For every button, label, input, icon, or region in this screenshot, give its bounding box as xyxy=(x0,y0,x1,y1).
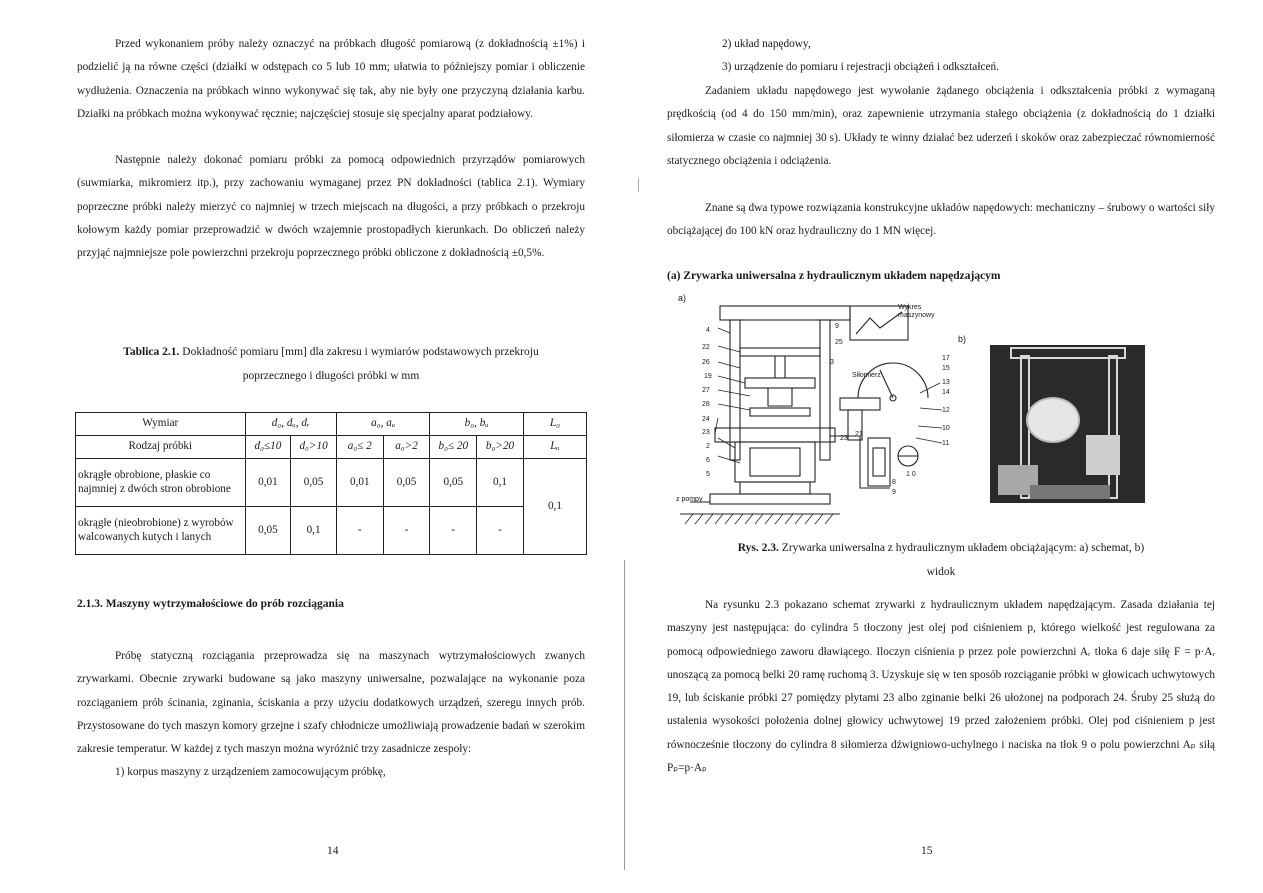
page-divider xyxy=(624,560,625,870)
paragraph-measurement-marking: Przed wykonaniem próby należy oznaczyć na próbkach długość pomiarową (z dokładnością ±1%) i podzielić ją na równe części (działki w odstępach co 5 lub 10 mm; ułatwia to późniejszy pomiar i obliczenie wydłużenia. Oznaczenia na próbkach winno wykonywać się tak, aby nie były one przyczyną działania karbu. Działki na próbkach można wykonywać ręcznie; najczęściej stosuje się specjalny aparat podziałowy. xyxy=(77,38,585,120)
machine-schematic xyxy=(680,288,1020,526)
table-caption-number: Tablica 2.1. xyxy=(123,346,180,358)
table-cell-L: 0,1 xyxy=(523,459,586,555)
header-wymiar: Wymiar xyxy=(76,413,246,436)
figure-label-a: a) xyxy=(678,293,687,303)
paragraph-drive-system: Zadaniem układu napędowego jest wywołanie żądanego obciążenia i odkształcenia próbki z wymaganą prędkością (od 4 do 150 mm/min), oraz zapewnienie utrzymania stałego obciążenia (z dokładnością do 1 działki siłomierza w czasie co najmniej 30 s). Układy te winny działać bez uderzeń i skoków oraz zabezpieczać równomierność statycznego obciążenia i odciążenia. xyxy=(667,85,1215,167)
paragraph-dimension-measurement: Następnie należy dokonać pomiaru próbki za pomocą odpowiednich przyrządów pomiarowych (suwmiarka, mikromierz itp.), przy zachowaniu wymaganej przez PN dokładności (tablica 2.1). Wymiary poprzeczne próbki należy mierzyć co najmniej w trzech miejscach na długości, a przy próbkach o przekroju kołowym każdy pomiar przeprowadzić w dwóch wzajemnie prostopadłych kierunkach. Do obliczeń należy przyjąć najmniejsze pole powierzchni przekroju poprzecznego próbki obliczone z dokładnością ±0,5%. xyxy=(77,154,585,260)
header-a: a₀, aᵤ xyxy=(336,413,430,436)
table-cell: 0,1 xyxy=(477,459,524,507)
svg-text:17: 17 xyxy=(942,355,950,362)
right-paragraph-1 xyxy=(667,80,1215,173)
svg-text:28: 28 xyxy=(702,401,710,408)
table-cell: 0,1 xyxy=(291,507,337,555)
machine-photo xyxy=(990,345,1145,503)
figure-caption xyxy=(667,536,1215,584)
table-cell: 0,05 xyxy=(383,459,430,507)
sub-header: b₀>20 xyxy=(477,436,524,459)
table-cell: - xyxy=(430,507,477,555)
left-paragraph-2 xyxy=(77,149,585,265)
sub-header: d₀>10 xyxy=(291,436,337,459)
svg-text:9: 9 xyxy=(892,489,896,496)
svg-text:5: 5 xyxy=(706,471,710,478)
header-b: b₀, bᵤ xyxy=(430,413,524,436)
svg-text:2: 2 xyxy=(706,443,710,450)
svg-text:1 0: 1 0 xyxy=(906,471,916,478)
header-d: d₀, dᵤ, dᵣ xyxy=(245,413,336,436)
right-paragraph-3 xyxy=(667,594,1215,780)
svg-text:25: 25 xyxy=(835,339,843,346)
svg-text:22: 22 xyxy=(702,344,710,351)
page-divider-mark xyxy=(638,178,639,192)
svg-text:23: 23 xyxy=(702,429,710,436)
svg-text:6: 6 xyxy=(706,457,710,464)
paragraph-machine-operation: Na rysunku 2.3 pokazano schemat zrywarki z hydraulicznym układem napędzającym. Zasada działania tej maszyny jest następująca: do cylindra 5 tłoczony jest olej pod ciśnieniem p, którego wielkość jest regulowana za pomocą odpowiedniego zaworu dławiącego. Iloczyn ciśnienia p przez pole powierzchni Aᵣ tłoka 6 daje siłę F = p·Aᵣ unoszącą za pomocą belki 20 ramę ruchomą 3. Uzyskuje się w ten sposób rozciąganie próbki w głowicach uchwytowych 19, lub ściskanie próbki 27 pomiędzy płytami 23 albo zginanie belki 26 ułożonej na podporach 24. Śruby 25 służą do ustalenia wysokości położenia dolnej głowicy uchwytowej 19 przed założeniem próbki. Olej pod ciśnieniem p jest równocześnie tłoczony do cylindra 8 siłomierza dźwigniowo-uchylnego i naciska na tłok 9 o polu powierzchni Aₚ siłą Pₚ=p·Aₚ xyxy=(667,599,1215,775)
row-label: okrągłe obrobione, płaskie co najmniej z dwóch stron obrobione xyxy=(76,459,246,507)
figure-label-b: b) xyxy=(958,334,967,344)
figure-heading-text: (a) Zrywarka uniwersalna z hydraulicznym układem napędzającym xyxy=(667,270,1001,282)
figure-caption-text-2: widok xyxy=(926,566,956,578)
table-cell: 0,05 xyxy=(291,459,337,507)
svg-text:21: 21 xyxy=(855,431,863,438)
figure-caption-text-1: Zrywarka uniwersalna z hydraulicznym układem obciążającym: a) schemat, b) xyxy=(778,542,1145,554)
table-cell: 0,05 xyxy=(430,459,477,507)
list-item-1: 1) korpus maszyny z urządzeniem zamocowującym próbkę, xyxy=(115,766,386,779)
svg-text:13: 13 xyxy=(942,379,950,386)
table-cell: - xyxy=(383,507,430,555)
svg-text:8: 8 xyxy=(892,479,896,486)
figure-heading xyxy=(667,270,1215,282)
svg-text:23: 23 xyxy=(840,435,848,442)
sub-header: d₀≤10 xyxy=(245,436,291,459)
svg-text:3: 3 xyxy=(830,359,834,366)
svg-text:15: 15 xyxy=(942,365,950,372)
table-row xyxy=(76,459,587,507)
svg-text:4: 4 xyxy=(706,327,710,334)
paragraph-testing-machines: Próbę statyczną rozciągania przeprowadza się na maszynach wytrzymałościowych zwanych zrywarkami. Obecnie zrywarki budowane są jako maszyny uniwersalne, pozwalające na wykonanie poza rozciąganiem prób ścinania, zginania, ściskania a przy użyciu dodatkowych urządzeń, szeregu innych prób. Przystosowane do tych maszyn komory grzejne i szafy chłodnicze umożliwiają prowadzenie badań w szerokim zakresie temperatur. W każdej z tych maszyn można wyróżnić trzy zasadnicze zespoły: xyxy=(77,650,585,756)
svg-text:14: 14 xyxy=(942,389,950,396)
left-paragraph-1 xyxy=(77,33,585,126)
left-paragraph-3 xyxy=(77,645,585,785)
figure-caption-number: Rys. 2.3. xyxy=(737,542,779,554)
figure-text-silomierz: Siłomierz xyxy=(852,372,881,379)
left-section xyxy=(77,598,585,610)
header-Lu: Lᵤ xyxy=(523,436,586,459)
table-cell: 0,01 xyxy=(245,459,291,507)
figure-text-pompy: z pompy xyxy=(676,496,703,503)
table-row xyxy=(76,507,587,555)
list-item-2: 2) układ napędowy, xyxy=(722,38,811,50)
paragraph-drive-types: Znane są dwa typowe rozwiązania konstrukcyjne układów napędowych: mechaniczny – śrubowy o wartości siły obciążającej do 100 kN oraz hydrauliczny do 1 MN więcej. xyxy=(667,202,1215,238)
header-L0: L₀ xyxy=(523,413,586,436)
sub-header: a₀>2 xyxy=(383,436,430,459)
accuracy-table xyxy=(75,412,587,555)
table-cell: 0,01 xyxy=(336,459,383,507)
svg-text:26: 26 xyxy=(702,359,710,366)
right-list xyxy=(667,33,1215,80)
table-caption-text-2: poprzecznego i długości próbki w mm xyxy=(242,370,420,382)
svg-text:10: 10 xyxy=(942,425,950,432)
section-title: 2.1.3. Maszyny wytrzymałościowe do prób rozciągania xyxy=(77,598,344,610)
figure-text-wykres: Wykres maszynowy xyxy=(898,304,935,319)
table-cell: - xyxy=(336,507,383,555)
svg-text:11: 11 xyxy=(942,440,950,447)
sub-header: b₀≤ 20 xyxy=(430,436,477,459)
row-label: okrągłe (nieobrobione) z wyrobów walcowanych kutych i lanych xyxy=(76,507,246,555)
page-number-right: 15 xyxy=(921,845,933,857)
table-caption-text-1: Dokładność pomiaru [mm] dla zakresu i wymiarów podstawowych przekroju xyxy=(179,346,539,358)
table-cell: - xyxy=(477,507,524,555)
svg-text:9: 9 xyxy=(835,323,839,330)
table-cell: 0,05 xyxy=(245,507,291,555)
sub-header: a₀≤ 2 xyxy=(336,436,383,459)
right-paragraph-2 xyxy=(667,197,1215,244)
header-rodzaj: Rodzaj próbki xyxy=(76,436,246,459)
svg-text:12: 12 xyxy=(942,407,950,414)
svg-text:24: 24 xyxy=(702,416,710,423)
list-item-3: 3) urządzenie do pomiaru i rejestracji obciążeń i odkształceń. xyxy=(722,61,999,74)
svg-text:27: 27 xyxy=(702,387,710,394)
svg-text:19: 19 xyxy=(704,373,712,380)
page-number-left: 14 xyxy=(327,845,339,857)
table-caption xyxy=(77,340,585,388)
